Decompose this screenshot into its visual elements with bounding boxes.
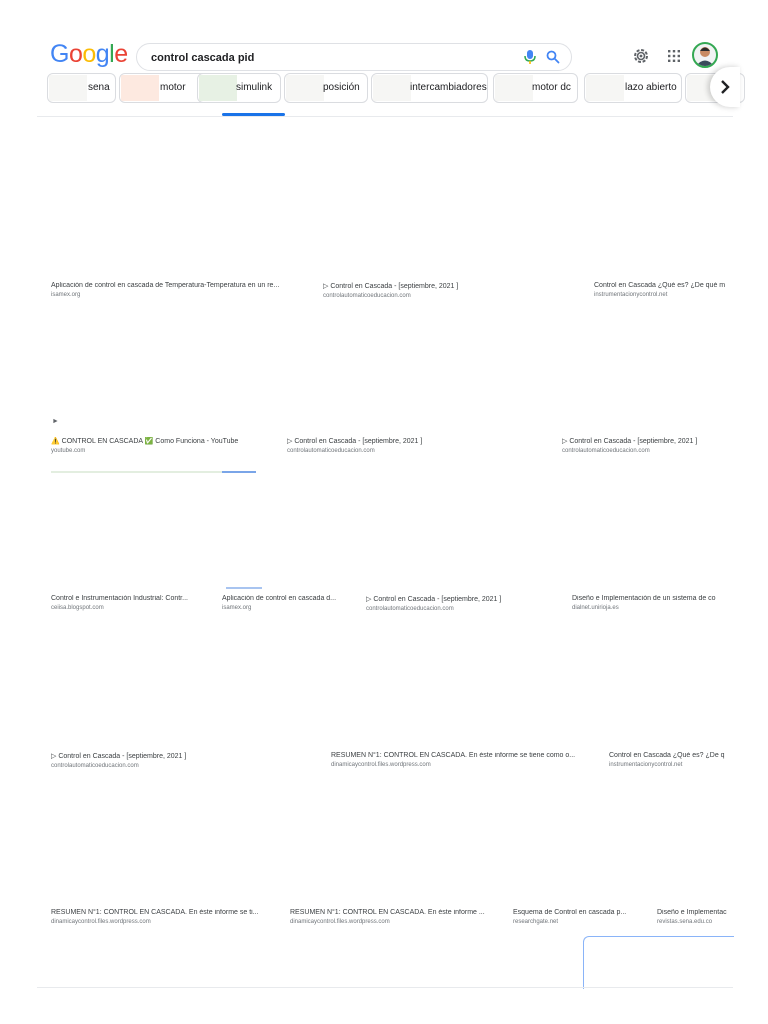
result-title: RESUMEN N°1: CONTROL EN CASCADA. En éste informe se ti... bbox=[51, 909, 259, 916]
user-avatar-icon bbox=[694, 44, 716, 66]
result-source: researchgate.net bbox=[513, 919, 559, 925]
image-result[interactable] bbox=[290, 909, 500, 925]
chevron-right-icon bbox=[719, 80, 731, 94]
search-input[interactable] bbox=[149, 48, 513, 68]
chip-label: posición bbox=[323, 82, 360, 93]
result-source: controlautomaticoeducacion.com bbox=[323, 293, 411, 299]
result-title: Diseño e Implementación de un sistema de co bbox=[572, 595, 716, 602]
result-title: Esquema de Control en cascada p... bbox=[513, 909, 627, 916]
logo-letter: o bbox=[68, 40, 83, 68]
chip-intercambiadores[interactable] bbox=[371, 73, 488, 103]
chip-motor-dc[interactable] bbox=[493, 73, 578, 103]
image-result[interactable] bbox=[51, 437, 281, 454]
result-title: ▷ Control en Cascada - [septiembre, 2021 ] bbox=[51, 753, 187, 760]
image-result[interactable] bbox=[287, 437, 557, 454]
result-source: dinamicaycontrol.files.wordpress.com bbox=[290, 919, 390, 925]
chip-label: intercambiadores bbox=[410, 82, 487, 93]
logo-letter: e bbox=[114, 40, 128, 68]
result-source: controlautomaticoeducacion.com bbox=[562, 448, 650, 454]
result-title: Control en Cascada ¿Qué es? ¿De q bbox=[609, 752, 725, 759]
image-result[interactable] bbox=[594, 282, 734, 298]
result-source: dialnet.unirioja.es bbox=[572, 605, 619, 611]
image-result[interactable] bbox=[51, 282, 313, 298]
chip-simulink[interactable] bbox=[197, 73, 281, 103]
chip-thumbnail bbox=[373, 75, 411, 101]
search-box[interactable] bbox=[136, 43, 572, 71]
result-title: Aplicación de control en cascada d... bbox=[222, 595, 337, 602]
image-result[interactable] bbox=[222, 595, 357, 611]
result-title: ▷ Control en Cascada - [septiembre, 2021 ] bbox=[562, 438, 698, 445]
image-result[interactable] bbox=[513, 909, 648, 925]
result-title: Diseño e Implementac bbox=[657, 909, 727, 916]
chip-label: lazo abierto bbox=[625, 82, 677, 93]
result-source: dinamicaycontrol.files.wordpress.com bbox=[331, 762, 431, 768]
result-source: isamex.org bbox=[51, 292, 81, 298]
result-title: Control e Instrumentación Industrial: Contr... bbox=[51, 595, 188, 602]
chip-thumbnail bbox=[121, 75, 159, 101]
logo-letter: l bbox=[109, 40, 115, 68]
chip-thumbnail bbox=[49, 75, 87, 101]
result-title: ▷ Control en Cascada - [septiembre, 2021 ] bbox=[287, 438, 423, 445]
chip-thumbnail bbox=[199, 75, 237, 101]
video-play-icon: ► bbox=[52, 418, 59, 425]
result-source: controlautomaticoeducacion.com bbox=[51, 763, 139, 769]
result-source: dinamicaycontrol.files.wordpress.com bbox=[51, 919, 151, 925]
image-result[interactable] bbox=[657, 909, 734, 925]
image-result[interactable] bbox=[572, 595, 734, 611]
result-title: ▷ Control en Cascada - [septiembre, 2021 ] bbox=[366, 596, 502, 603]
image-result[interactable] bbox=[51, 909, 273, 925]
result-source: youtube.com bbox=[51, 448, 86, 454]
image-result[interactable] bbox=[323, 282, 573, 299]
image-result[interactable] bbox=[331, 752, 596, 768]
apps-grid-icon[interactable] bbox=[664, 46, 684, 66]
result-title: ⚠️ CONTROL EN CASCADA ✅ Como Funciona - YouTube bbox=[51, 438, 239, 445]
footer-divider bbox=[37, 987, 733, 988]
logo-letter: G bbox=[50, 40, 69, 68]
image-thumbnail bbox=[222, 471, 256, 473]
chip-sena[interactable] bbox=[47, 73, 116, 103]
chip-thumbnail bbox=[286, 75, 324, 101]
result-title: RESUMEN N°1: CONTROL EN CASCADA. En éste informe se tiene como o... bbox=[331, 752, 576, 759]
result-source: isamex.org bbox=[222, 605, 252, 611]
selected-result-frame[interactable] bbox=[583, 936, 734, 989]
image-result[interactable] bbox=[51, 752, 321, 769]
result-source: controlautomaticoeducacion.com bbox=[287, 448, 375, 454]
result-title: ▷ Control en Cascada - [septiembre, 2021 ] bbox=[323, 283, 459, 290]
chip-lazo-abierto[interactable] bbox=[584, 73, 682, 103]
google-logo[interactable] bbox=[50, 40, 128, 69]
filter-chips bbox=[47, 73, 737, 105]
result-source: instrumentacionycontrol.net bbox=[594, 292, 668, 298]
image-result[interactable] bbox=[562, 437, 732, 454]
microphone-icon[interactable] bbox=[523, 49, 537, 65]
chip-label: sena bbox=[88, 82, 110, 93]
chip-thumbnail bbox=[586, 75, 624, 101]
result-title: Aplicación de control en cascada de Temperatura-Temperatura en un re... bbox=[51, 282, 280, 289]
chip-posicion[interactable] bbox=[284, 73, 368, 103]
result-source: ceiisa.blogspot.com bbox=[51, 605, 104, 611]
search-icon[interactable] bbox=[545, 49, 561, 65]
image-result[interactable] bbox=[609, 752, 734, 768]
gear-icon[interactable] bbox=[631, 46, 651, 66]
result-source: revistas.sena.edu.co bbox=[657, 919, 713, 925]
avatar[interactable] bbox=[692, 42, 718, 68]
chip-thumbnail bbox=[495, 75, 533, 101]
logo-letter: g bbox=[95, 40, 110, 68]
image-result[interactable] bbox=[366, 595, 561, 612]
chip-label: simulink bbox=[236, 82, 273, 93]
result-title: RESUMEN N°1: CONTROL EN CASCADA. En éste informe ... bbox=[290, 909, 485, 916]
chip-label: motor dc bbox=[532, 82, 571, 93]
chip-label: motor bbox=[160, 82, 186, 93]
header-divider bbox=[37, 116, 733, 117]
image-thumbnail bbox=[226, 587, 262, 589]
result-source: instrumentacionycontrol.net bbox=[609, 762, 683, 768]
image-result[interactable] bbox=[51, 595, 211, 611]
logo-letter: o bbox=[82, 40, 96, 68]
result-title: Control en Cascada ¿Qué es? ¿De qué m bbox=[594, 282, 726, 289]
result-source: controlautomaticoeducacion.com bbox=[366, 606, 454, 612]
header bbox=[0, 0, 768, 120]
